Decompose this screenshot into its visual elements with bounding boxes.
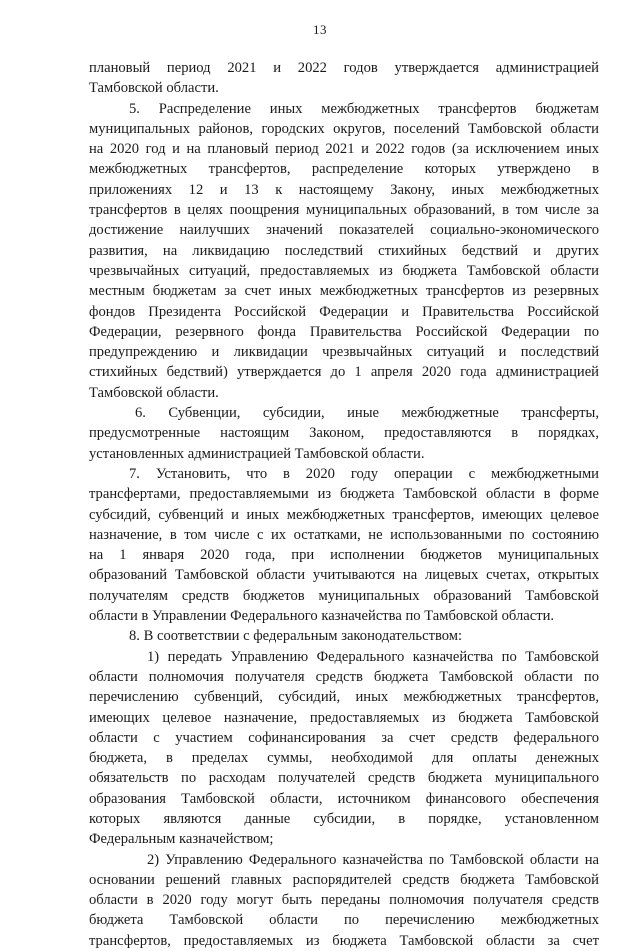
text-line: области в 2020 году могут быть переданы полномочия получателя средств <box>89 892 599 909</box>
text-line: Тамбовской области. <box>89 384 219 401</box>
text-line: предупреждению и ликвидации чрезвычайных ситуаций и последствий <box>89 344 599 361</box>
text-line: субсидий, субвенций и иных межбюджетных трансфертов, имеющих целевое <box>89 506 599 523</box>
paragraph-6-start: 6. Субвенции, субсидии, иные межбюджетные трансферты, <box>135 405 599 422</box>
text-line: Федерации, резервного фонда Правительства Российской Федерации по <box>89 323 599 340</box>
text-line: трансфертов в целях поощрения муниципальных образований, в том числе за <box>89 202 599 219</box>
paragraph-8-start: 8. В соответствии с федеральным законодательством: <box>129 628 463 645</box>
text-line: стихийных бедствий) утверждается до 1 апреля 2020 года администрацией <box>89 364 599 381</box>
text-line: бюджета, в пределах суммы, необходимой для оплаты денежных <box>89 750 599 767</box>
text-line: установленных администрацией Тамбовской области. <box>89 445 425 462</box>
text-line: образования Тамбовской области, источником финансового обеспечения <box>89 790 599 807</box>
page-number: 13 <box>313 22 327 37</box>
text-line: межбюджетных трансфертов, распределение которых утверждено в <box>89 161 599 178</box>
text-line: получателям средств бюджетов муниципальных образований Тамбовской <box>89 587 599 604</box>
text-line: развития, на ликвидацию последствий стихийных бедствий и других <box>89 242 599 259</box>
text-line: области с участием софинансирования за счет средств федерального <box>89 729 599 746</box>
text-line: приложениях 12 и 13 к настоящему Закону, иных межбюджетных <box>89 181 599 198</box>
text-line: имеющих целевое назначение, предоставляемых из бюджета Тамбовской <box>89 709 599 726</box>
text-line: фондов Президента Российской Федерации и Правительства Российской <box>89 303 599 320</box>
text-line: которых являются данные субсидии, в порядке, установленном <box>89 810 599 827</box>
text-line: области в Управлении Федерального казначейства по Тамбовской области. <box>89 608 555 625</box>
text-line: плановый период 2021 и 2022 годов утверждается администрацией <box>89 60 599 76</box>
text-line: Тамбовской области. <box>89 80 219 97</box>
text-line: образований Тамбовской области учитываются на лицевых счетах, открытых <box>89 567 599 584</box>
text-line: трансфертами, предоставляемыми из бюджета Тамбовской области в форме <box>89 486 599 503</box>
text-line: местным бюджетам за счет иных межбюджетных трансфертов из резервных <box>89 283 599 300</box>
body-text <box>89 58 599 951</box>
text-line: достижение наилучших значений показателей социально-экономического <box>89 222 599 239</box>
text-line: предусмотренные настоящим Законом, предоставляются в порядках, <box>89 425 599 442</box>
text-line: назначение, в том числе с их остатками, не использованными по состоянию <box>89 526 599 543</box>
text-line: бюджета Тамбовской области по перечислению межбюджетных <box>89 912 599 929</box>
text-line: Федеральным казначейством; <box>89 831 274 848</box>
text-line: обязательств по расходам получателей средств бюджета муниципального <box>89 770 599 787</box>
paragraph-5-start: 5. Распределение иных межбюджетных трансфертов бюджетам <box>129 100 599 117</box>
text-line: трансфертов, предоставляемых из бюджета Тамбовской области за счет <box>89 932 599 949</box>
text-line: перечислению субвенций, субсидий, иных межбюджетных трансфертов, <box>89 689 599 706</box>
text-line: чрезвычайных ситуаций, предоставляемых из бюджета Тамбовской области <box>89 262 599 279</box>
paragraph-7-start: 7. Установить, что в 2020 году операции с межбюджетными <box>129 465 599 482</box>
text-line: муниципальных районов, городских округов, поселений Тамбовской области <box>89 120 599 137</box>
text-line: на 2020 год и на плановый период 2021 и 2022 годов (за исключением иных <box>89 141 599 158</box>
text-line: области полномочия получателя средств бюджета Тамбовской области по <box>89 668 599 685</box>
subparagraph-2-start: 2) Управлению Федерального казначейства по Тамбовской области на <box>147 851 599 868</box>
text-line: основании решений главных распорядителей средств бюджета Тамбовской <box>89 871 599 888</box>
text-line: на 1 января 2020 года, при исполнении бюджетов муниципальных <box>89 547 599 564</box>
subparagraph-1-start: 1) передать Управлению Федерального казначейства по Тамбовской <box>147 648 599 665</box>
